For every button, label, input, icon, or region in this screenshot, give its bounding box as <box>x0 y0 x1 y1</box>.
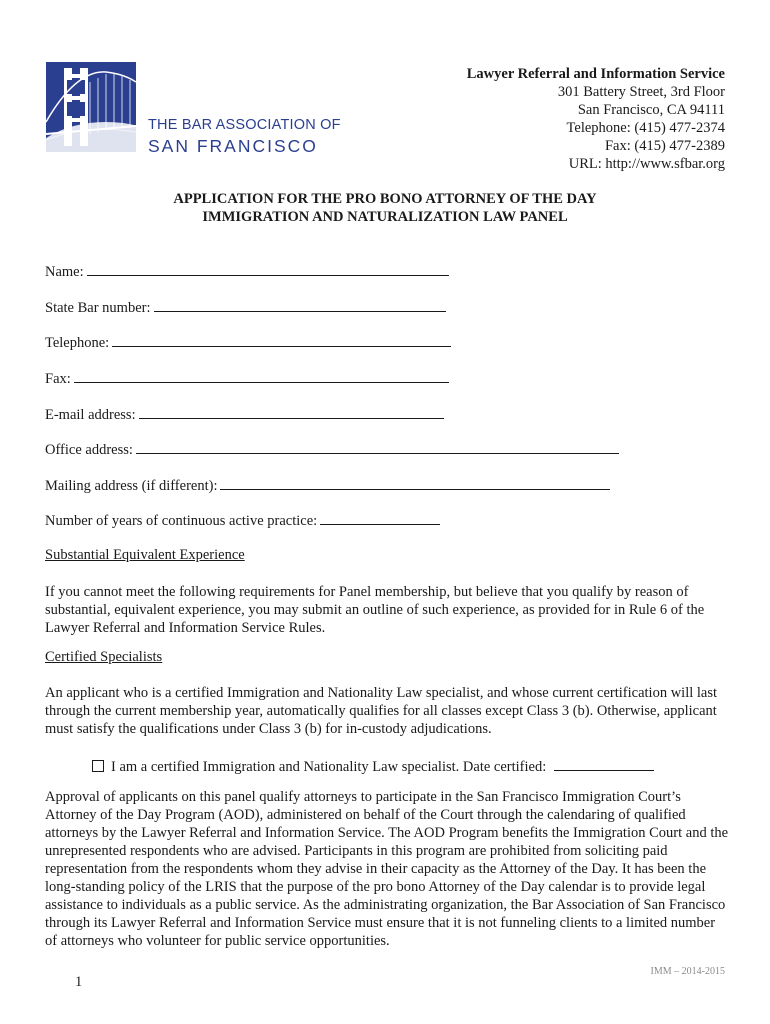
website-url: URL: http://www.sfbar.org <box>568 156 725 172</box>
document-title <box>0 190 770 226</box>
street-address: 301 Battery Street, 3rd Floor <box>557 84 725 100</box>
title-line-1: APPLICATION FOR THE PRO BONO ATTORNEY OF THE DAY <box>173 191 597 207</box>
substantial-experience-heading: Substantial Equivalent Experience <box>45 547 245 563</box>
certified-specialists-text: An applicant who is a certified Immigration and Nationality Law specialist, and whose current certification will last through the current membership year, automatically qualifies for all classes except Class 3 (b). Otherwise, applicant must satisfy the qualifications under Class 3 (b) for in-custody adjudications. <box>45 685 718 737</box>
bar-number-label: State Bar number: <box>45 300 151 316</box>
telephone-field <box>45 333 451 352</box>
email-input-line[interactable] <box>139 405 444 419</box>
certified-checkbox[interactable] <box>92 760 104 772</box>
bar-number-input-line[interactable] <box>154 298 446 312</box>
certified-checkbox-label: I am a certified Immigration and Nationality Law specialist. Date certified: <box>111 759 547 775</box>
years-practice-field <box>45 511 440 530</box>
mailing-address-label: Mailing address (if different): <box>45 478 218 494</box>
approval-text: Approval of applicants on this panel qualify attorneys to participate in the San Francisco Immigration Court’s Attorney of the Day Program (AOD), administered on behalf of the Court through the calendaring of qualified attorneys by the Lawyer Referral and Information Service. The AOD Program benefits the Immigration Court and the unrepresented respondents who are advised. Participants in this program are prohibited from soliciting paid representation from the respondents whom they advise in their capacity as the Attorney of the Day. It has been the long-standing policy of the LRIS that the purpose of the pro bono Attorney of the Day calendar is to provide legal assistance to individuals as a public service. As the administrating organization, the Bar Association of San Francisco through its Lawyer Referral and Information Service must ensure that it is not funneling clients to a limited number of attorneys who volunteer for public service opportunities. <box>45 789 729 949</box>
golden-gate-bridge-icon <box>46 62 136 152</box>
certified-specialist-option <box>92 757 654 776</box>
telephone-label: Telephone: <box>45 335 110 351</box>
fax-field <box>45 369 449 388</box>
certified-specialists-heading: Certified Specialists <box>45 649 163 665</box>
office-address-field <box>45 440 619 459</box>
years-practice-input-line[interactable] <box>320 511 440 525</box>
name-input-line[interactable] <box>87 262 449 276</box>
years-practice-label: Number of years of continuous active practice: <box>45 513 318 529</box>
telephone-input-line[interactable] <box>112 333 451 347</box>
logo-line-2: SAN FRANCISCO <box>148 136 318 156</box>
mailing-address-input-line[interactable] <box>220 476 610 490</box>
service-name: Lawyer Referral and Information Service <box>466 66 725 82</box>
substantial-experience-text: If you cannot meet the following requirements for Panel membership, but believe that you qualify by reason of substantial, equivalent experience, you may submit an outline of such experience, as provided for in Rule 6 of the Lawyer Referral and Information Service Rules. <box>45 584 705 636</box>
name-label: Name: <box>45 264 84 280</box>
city-state-zip: San Francisco, CA 94111 <box>577 102 725 118</box>
contact-block <box>467 65 725 173</box>
fax-number: Fax: (415) 477-2389 <box>604 138 725 154</box>
logo-mark <box>46 62 136 152</box>
email-label: E-mail address: <box>45 407 136 423</box>
office-address-label: Office address: <box>45 442 133 458</box>
telephone-number: Telephone: (415) 477-2374 <box>566 120 725 136</box>
bar-association-logo <box>46 62 341 158</box>
page-number: 1 <box>75 974 83 990</box>
mailing-address-field <box>45 476 610 495</box>
bar-number-field <box>45 298 446 317</box>
date-certified-input-line[interactable] <box>554 757 654 771</box>
name-field <box>45 262 449 281</box>
title-line-2: IMMIGRATION AND NATURALIZATION LAW PANEL <box>202 209 568 225</box>
form-code-footer: IMM – 2014-2015 <box>650 966 725 977</box>
office-address-input-line[interactable] <box>136 440 619 454</box>
logo-line-1: THE BAR ASSOCIATION OF <box>148 117 341 133</box>
fax-input-line[interactable] <box>74 369 449 383</box>
email-field <box>45 405 444 424</box>
fax-label: Fax: <box>45 371 71 387</box>
